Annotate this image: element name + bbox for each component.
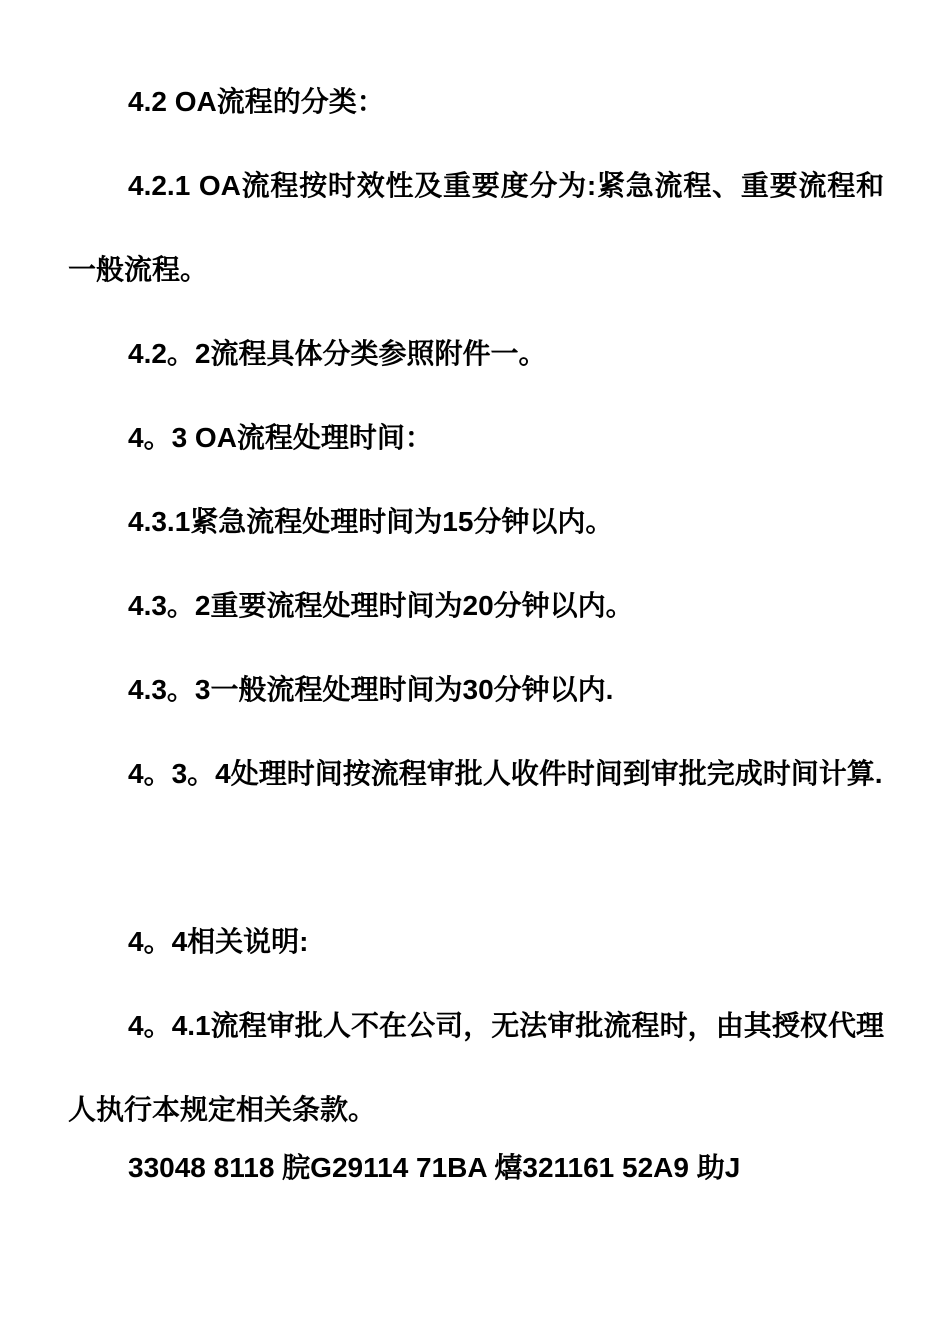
clause-4-4-1: 4。4.1流程审批人不在公司，无法审批流程时，由其授权代理人执行本规定相关条款。: [68, 1010, 884, 1125]
clause-4-2-1: 4.2.1 OA流程按时效性及重要度分为:紧急流程、重要流程和一般流程。: [68, 170, 884, 285]
clause-4-2-2: 4.2。2流程具体分类参照附件一。: [128, 338, 547, 369]
clause-4-3-2: 4.3。2重要流程处理时间为20分钟以内。: [128, 590, 634, 621]
section-heading-4-4: 4。4相关说明:: [128, 926, 309, 957]
clause-4-3-1: 4.3.1紧急流程处理时间为15分钟以内。: [128, 506, 614, 537]
section-heading-4-2: 4.2 OA流程的分类：: [128, 86, 385, 117]
trailing-code-line: 33048 8118 脘G29114 71BA 熺321161 52A9 助J: [128, 1152, 741, 1183]
section-heading-4-3: 4。3 OA流程处理时间：: [128, 422, 433, 453]
clause-4-3-4: 4。3。4处理时间按流程审批人收件时间到审批完成时间计算.: [128, 758, 883, 789]
clause-4-3-3: 4.3。3一般流程处理时间为30分钟以内.: [128, 674, 614, 705]
